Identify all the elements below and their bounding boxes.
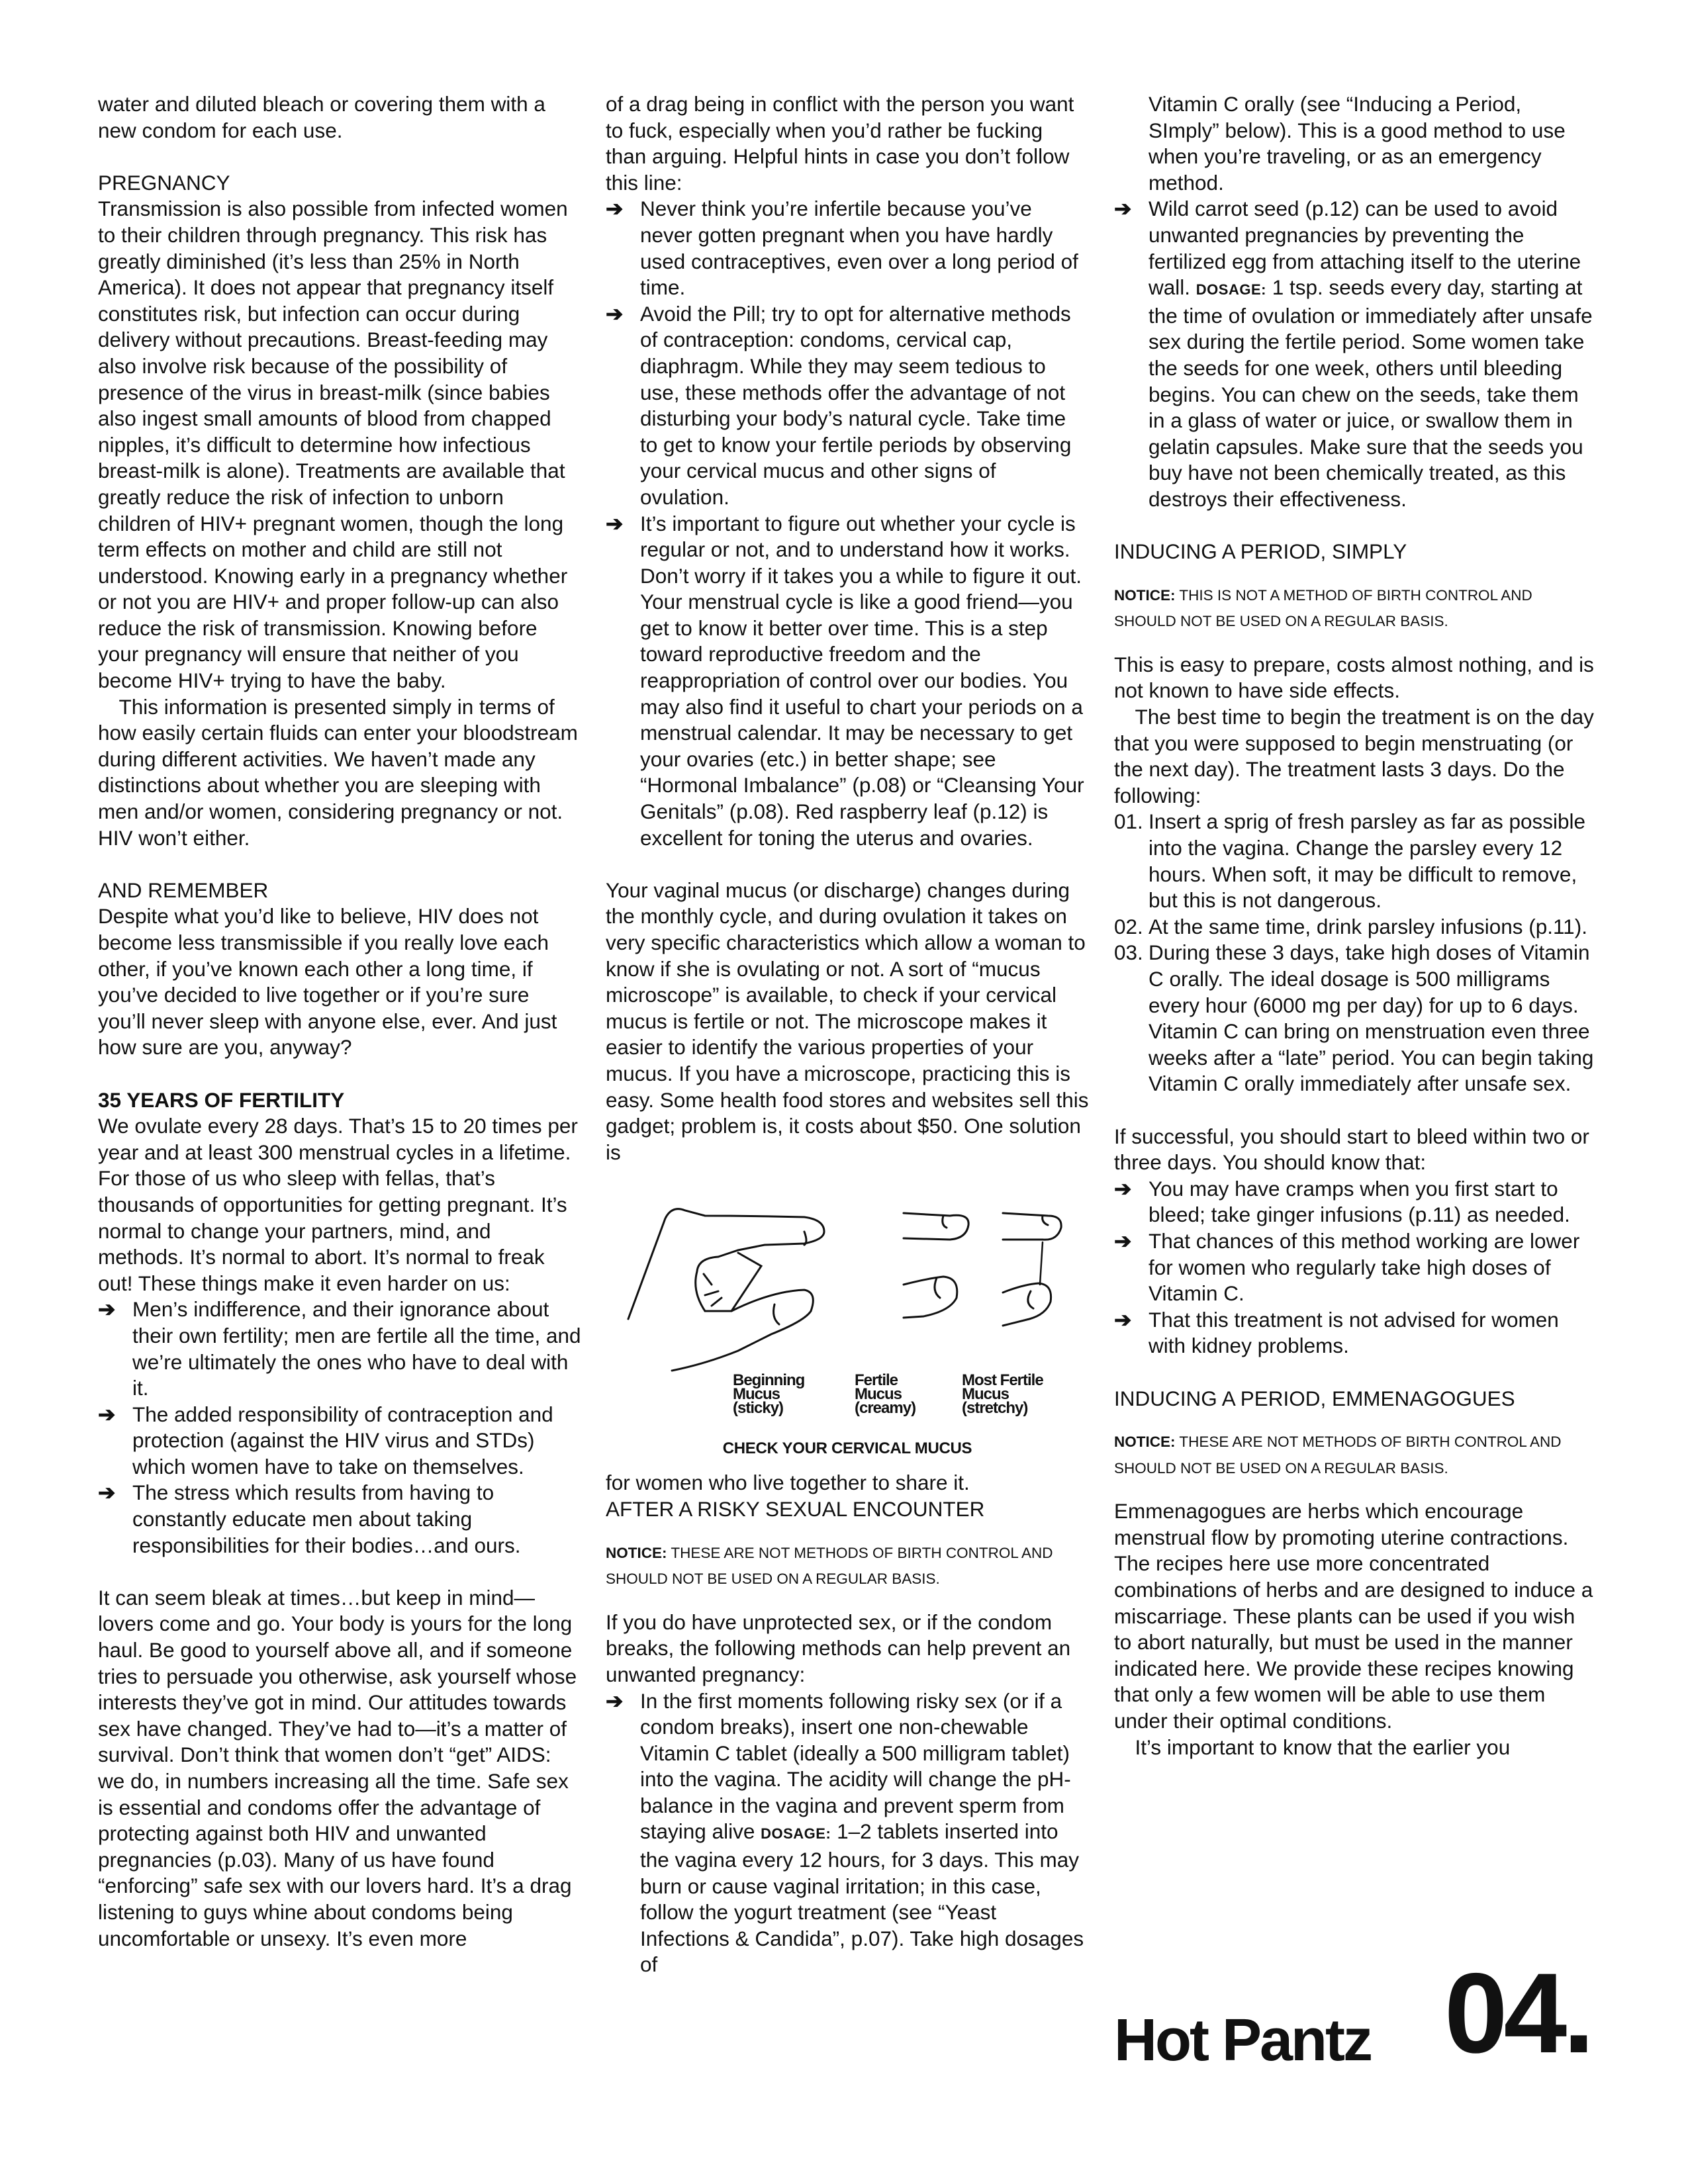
heading-and-remember: AND REMEMBER [98, 878, 269, 902]
paragraph-best-time: The best time to begin the treatment is on the day that you were supposed to begin menstruating (or the next day). The treatment lasts 3 days. Do the following: [1114, 705, 1594, 807]
column-3 [1114, 91, 1597, 1760]
list-item: ➔ Avoid the Pill; try to opt for alternative methods of contraception: condoms, cervical cap, diaphragm. While they may seem tedious to use, these methods offer the advantage of not disturbing your body’s natural cycle. Take time to get to know your fertile periods by observing your cervical mucus and other signs of ovulation. [606, 301, 1072, 509]
arrow-right-icon: ➔ [1114, 1307, 1132, 1332]
paragraph-pregnancy: Transmission is also possible from infected women to their children through pregnancy. This risk has greatly diminished (it’s less than 25% in North America). It does not appear that pregnancy itself constitutes risk, but infection can occur during delivery without precautions. Breast-feeding may also involve risk because of the possibility of presence of the virus in breast-milk (since babies also ingest small amounts of blood from chapped nipples, it’s difficult to determine how infectious breast-milk is alone). Treatments are available that greatly reduce the risk of infection to unborn children of HIV+ pregnant women, though the long term effects on mother and child are still not understood. Knowing early in a pregnancy whether or not you are HIV+ and proper follow-up can also reduce the risk of transmission. Knowing before your pregnancy will ensure that neither of you become HIV+ trying to have the baby. [98, 197, 568, 693]
heading-pregnancy: PREGNANCY [98, 170, 230, 195]
heading-inducing-simply: INDUCING A PERIOD, SIMPLY [1114, 539, 1407, 564]
heading-after-risky-encounter: AFTER A RISKY SEXUAL ENCOUNTER [606, 1496, 985, 1521]
label-fertile-mucus: Fertile Mucus (creamy) [855, 1371, 916, 1418]
arrow-right-icon: ➔ [98, 1297, 116, 1322]
arrow-right-icon: ➔ [1114, 1176, 1132, 1201]
notice-risky: NOTICE: THESE ARE NOT METHODS OF BIRTH CONTROL AND SHOULD NOT BE USED ON A REGULAR BASIS. [606, 1544, 1053, 1588]
paragraph-success: If successful, you should start to bleed within two or three days. You should know that: [1114, 1124, 1589, 1175]
page-number: 04. [1444, 1950, 1591, 2077]
list-item: ➔ You may have cramps when you first start to bleed; take ginger infusions (p.11) as needed. [1114, 1176, 1570, 1227]
list-item: ➔ In the first moments following risky sex (or if a condom breaks), insert one non-chewable Vitamin C tablet (ideally a 500 milligram tablet) into the vagina. The acidity will change the pH-balance in the vagina and prevent sperm from staying alive DOSAGE: 1–2 tablets inserted into the vagina every 12 hours, for 3 days. This may burn or cause vaginal irritation; in this case, follow the yogurt treatment (see “Yeast Infections & Candida”, p.07). Take high dosages of [606, 1688, 1084, 1977]
paragraph-unprotected: If you do have unprotected sex, or if the condom breaks, the following methods can help prevent an unwanted pregnancy: [606, 1610, 1071, 1686]
column-2 [606, 91, 1089, 1978]
heading-35-years-fertility: 35 YEARS OF FERTILITY [98, 1087, 345, 1112]
step-item: 01. Insert a sprig of fresh parsley as far as possible into the vagina. Change the parsley every 12 hours. When soft, it may be difficult to remove, but this is not dangerous. [1114, 809, 1586, 913]
label-beginning-mucus: Beginning Mucus (sticky) [733, 1371, 805, 1418]
arrow-right-icon: ➔ [606, 511, 624, 535]
arrow-right-icon: ➔ [606, 1688, 624, 1713]
paragraph-mucus: Your vaginal mucus (or discharge) changes during the monthly cycle, and during ovulation it takes on very specific characteristics which allow a woman to know if she is ovulating or not. A sort of “mucus microscope” is available, to check if your cervical mucus is fertile or not. The microscope makes it easier to identify the various properties of your mucus. If you have a microscope, practicing this is easy. Some health food stores and websites sell this gadget; problem is, it costs about $50. One solution is [606, 878, 1089, 1164]
paragraph-drag: of a drag being in conflict with the person you want to fuck, especially when you’d rather be fucking than arguing. Helpful hints in case you don’t follow this line: [606, 92, 1074, 195]
column-1 [98, 91, 581, 1952]
list-item: ➔ Never think you’re infertile because you’ve never gotten pregnant when you have hardly used contraceptives, even over a long period of time. [606, 197, 1078, 300]
paragraph-intro: water and diluted bleach or covering them with a new condom for each use. [98, 92, 545, 142]
arrow-right-icon: ➔ [98, 1402, 116, 1426]
label-most-fertile-mucus: Most Fertile Mucus (stretchy) [962, 1371, 1043, 1418]
list-item: ➔ Wild carrot seed (p.12) can be used to avoid unwanted pregnancies by preventing the fertilized egg from attaching itself to the uterine wall. DOSAGE: 1 tsp. seeds every day, starting at the time of ovulation or immediately after unsafe sex during the fertile period. Some women take the seeds for one week, others until bleeding begins. You can chew on the seeds, take them in a glass of water or juice, or swallow them in gelatin capsules. Make sure that the seeds you buy have not been chemically treated, as this destroys their effectiveness. [1114, 197, 1593, 511]
paragraph-bleak: It can seem bleak at times…but keep in mind—lovers come and go. Your body is yours for the long haul. Be good to yourself above all, and if someone tries to persuade you otherwise, ask yourself whose interests they’ve got in mind. Our attitudes towards sex have changed. They’ve had to—it’s a matter of survival. Don’t think that women don’t “get” AIDS: we do, in numbers increasing all the time. Safe sex is essential and condoms offer the advantage of protecting against both HIV and unwanted pregnancies (p.03). Many of us have found “enforcing” safe sex with our lovers hard. It’s a drag listening to guys whine about condoms being uncomfortable or unsexy. It’s even more [98, 1585, 577, 1950]
arrow-right-icon: ➔ [1114, 1228, 1132, 1253]
paragraph-easy: This is easy to prepare, costs almost nothing, and is not known to have side effects. [1114, 652, 1594, 703]
list-item: ➔ The added responsibility of contraception and protection (against the HIV virus and STDs) which women have to take on themselves. [98, 1402, 553, 1479]
arrow-right-icon: ➔ [606, 197, 624, 221]
step-item: 03. During these 3 days, take high doses of Vitamin C orally. The ideal dosage is 500 milligrams every hour (6000 mg per day) for up to 6 days. Vitamin C can bring on menstruation even three weeks after a “late” period. You can begin taking Vitamin C orally immediately after unsafe sex. [1114, 940, 1594, 1096]
publication-title: Hot Pantz [1114, 2007, 1371, 2073]
arrow-right-icon: ➔ [606, 301, 624, 326]
list-item: ➔ That chances of this method working are lower for women who regularly take high doses of Vitamin C. [1114, 1228, 1580, 1306]
paragraph-continued: Vitamin C orally (see “Inducing a Period, SImply” below). This is a good method to use when you’re traveling, or as an emergency method. [1149, 92, 1566, 195]
heading-inducing-emmenagogues: INDUCING A PERIOD, EMMENAGOGUES [1114, 1386, 1515, 1410]
cervical-mucus-figure [606, 1179, 1089, 1470]
notice-simply: NOTICE: THIS IS NOT A METHOD OF BIRTH CONTROL AND SHOULD NOT BE USED ON A REGULAR BASIS. [1114, 586, 1532, 630]
paragraph-fertility: We ovulate every 28 days. That’s 15 to 20 times per year and at least 300 menstrual cycles in a lifetime. For those of us who sleep with fellas, that’s thousands of opportunities for getting pregnant. It’s normal to change your partners, mind, and methods. It’s normal to abort. It’s normal to freak out! These things make it even harder on us: [98, 1114, 578, 1295]
paragraph-info: This information is presented simply in terms of how easily certain fluids can enter your bloodstream during different activities. We haven’t made any distinctions about whether you are sleeping with men and/or women, considering pregnancy or not. HIV won’t either. [98, 694, 578, 850]
notice-emmenagogues: NOTICE: THESE ARE NOT METHODS OF BIRTH CONTROL AND SHOULD NOT BE USED ON A REGULAR BASIS. [1114, 1433, 1562, 1477]
page-footer [1114, 1950, 1591, 2077]
list-item: ➔ That this treatment is not advised for women with kidney problems. [1114, 1307, 1559, 1358]
list-item: ➔ It’s important to figure out whether your cycle is regular or not, and to understand how it works. Don’t worry if it takes you a while to figure it out. Your menstrual cycle is like a good friend—you get to know it better over time. This is a step toward reproductive freedom and the reappropriation of control over our bodies. You may also find it useful to chart your periods on a menstrual calendar. It may be necessary to get your ovaries (etc.) in better shape; see “Hormonal Imbalance” (p.08) or “Cleansing Your Genitals” (p.08). Red raspberry leaf (p.12) is excellent for toning the uterus and ovaries. [606, 511, 1084, 850]
paragraph-earlier: It’s important to know that the earlier you [1135, 1735, 1511, 1759]
paragraph-remember: Despite what you’d like to believe, HIV does not become less transmissible if you really love each other, if you’ve known each other a long time, if you’ve decided to live together or if you’re sure you’ll never sleep with anyone else, ever. And just how sure are you, anyway? [98, 904, 557, 1060]
paragraph-share: for women who live together to share it. [606, 1471, 970, 1495]
arrow-right-icon: ➔ [1114, 197, 1132, 221]
list-item: ➔ Men’s indifference, and their ignorance about their own fertility; men are fertile all the time, and we’re ultimately the ones who have to deal with it. [98, 1297, 581, 1400]
step-item: 02. At the same time, drink parsley infusions (p.11). [1114, 914, 1587, 938]
arrow-right-icon: ➔ [98, 1480, 116, 1505]
list-item: ➔ The stress which results from having to constantly educate men about taking responsibilities for their bodies…and ours. [98, 1480, 521, 1557]
paragraph-emmenagogues: Emmenagogues are herbs which encourage menstrual flow by promoting uterine contractions. The recipes here use more concentrated combinations of herbs and are designed to induce a miscarriage. These plants can be used if you wish to abort naturally, but must be used in the manner indicated here. We provide these recipes knowing that only a few women will be able to use them under their optimal conditions. [1114, 1499, 1593, 1733]
figure-caption: CHECK YOUR CERVICAL MUCUS [722, 1439, 972, 1458]
